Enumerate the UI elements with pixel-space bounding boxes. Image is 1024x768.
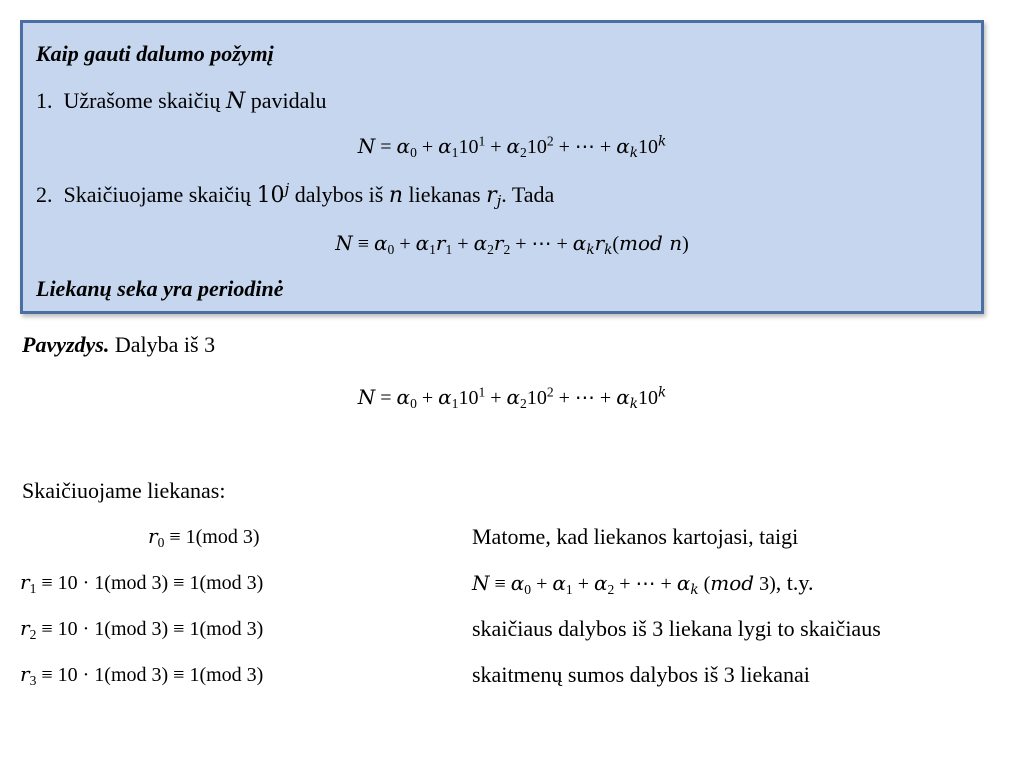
step-2-text-a: Skaičiuojame skaičių (63, 182, 252, 207)
step-1-variable: N (226, 89, 246, 114)
conclusion-line-2-tail: , t.y. (775, 570, 814, 595)
step-2-text-c: liekanas (408, 182, 481, 207)
remainder-1: $r_1 \equiv 10 \cdot 1(mod$ 3) ≡ 1(mod 3) (20, 570, 264, 596)
conclusion-line-4: skaitmenų sumos dalybos iš 3 liekanai (472, 662, 810, 687)
step-2-number: 2. (36, 182, 53, 207)
step-2-r: r (486, 183, 497, 208)
formula-congruence-1: $N \equiv \alpha_0 + \alpha_1r_1 + \alpha_2r_2$ + ⋯ + $\alpha_kr_k(mod$ n) (335, 231, 689, 258)
example-text: Dalyba iš 3 (114, 332, 216, 357)
formula-expansion-2: $N = \alpha_0 + \alpha_110^1 + \alpha_210^2$ + ⋯ + $\alpha_k10^k$ (357, 384, 667, 412)
step-1-text-b: pavidalu (250, 88, 327, 113)
remainder-3-rhs: 10 · 1(mod 3) ≡ 1(mod 3) (57, 664, 264, 686)
step-1-text-a: Užrašome skaičių (63, 88, 221, 113)
calc-label: Skaičiuojame liekanas: (22, 478, 226, 503)
formula-expansion-1: $N = \alpha_0 + \alpha_110^1 + \alpha_210^2$ + ⋯ + $\alpha_k10^k$ (357, 133, 667, 161)
step-2-base: 10 (256, 183, 285, 208)
step-1-number: 1. (36, 88, 53, 113)
step-2-r-sub: j (496, 192, 502, 211)
conclusion-line-2: $N \equiv \alpha_0 + \alpha_1 + \alpha_2$ + ⋯ + $\alpha_k$ (mod 3), t.y. (472, 570, 814, 598)
remainder-2: $r_2 \equiv 10 \cdot 1(mod$ 3) ≡ 1(mod 3) (20, 616, 264, 642)
step-2-exponent: j (284, 179, 290, 198)
step-2-n: n (388, 183, 403, 208)
box-heading: Kaip gauti dalumo požymį (36, 41, 274, 66)
step-2-text-b: dalybos iš (294, 182, 384, 207)
box-footer: Liekanų seka yra periodinė (36, 276, 284, 301)
remainder-1-rhs: 10 · 1(mod 3) ≡ 1(mod 3) (57, 572, 264, 594)
remainder-2-rhs: 10 · 1(mod 3) ≡ 1(mod 3) (57, 618, 264, 640)
example-label: Pavyzdys. (22, 332, 110, 357)
remainder-3: $r_3 \equiv 10 \cdot 1(mod$ 3) ≡ 1(mod 3) (20, 662, 264, 688)
conclusion-line-1: Matome, kad liekanos kartojasi, taigi (472, 524, 799, 549)
step-2-text-d: . Tada (501, 182, 555, 207)
remainder-0: $r_0 \equiv 1(mod$ 3) (148, 524, 260, 550)
remainder-0-rhs: 1(mod 3) (185, 526, 260, 548)
step-2 (36, 179, 555, 211)
step-1 (36, 88, 327, 114)
example-title (22, 332, 215, 358)
conclusion-line-3: skaičiaus dalybos iš 3 liekana lygi to skaičiaus (472, 616, 881, 641)
